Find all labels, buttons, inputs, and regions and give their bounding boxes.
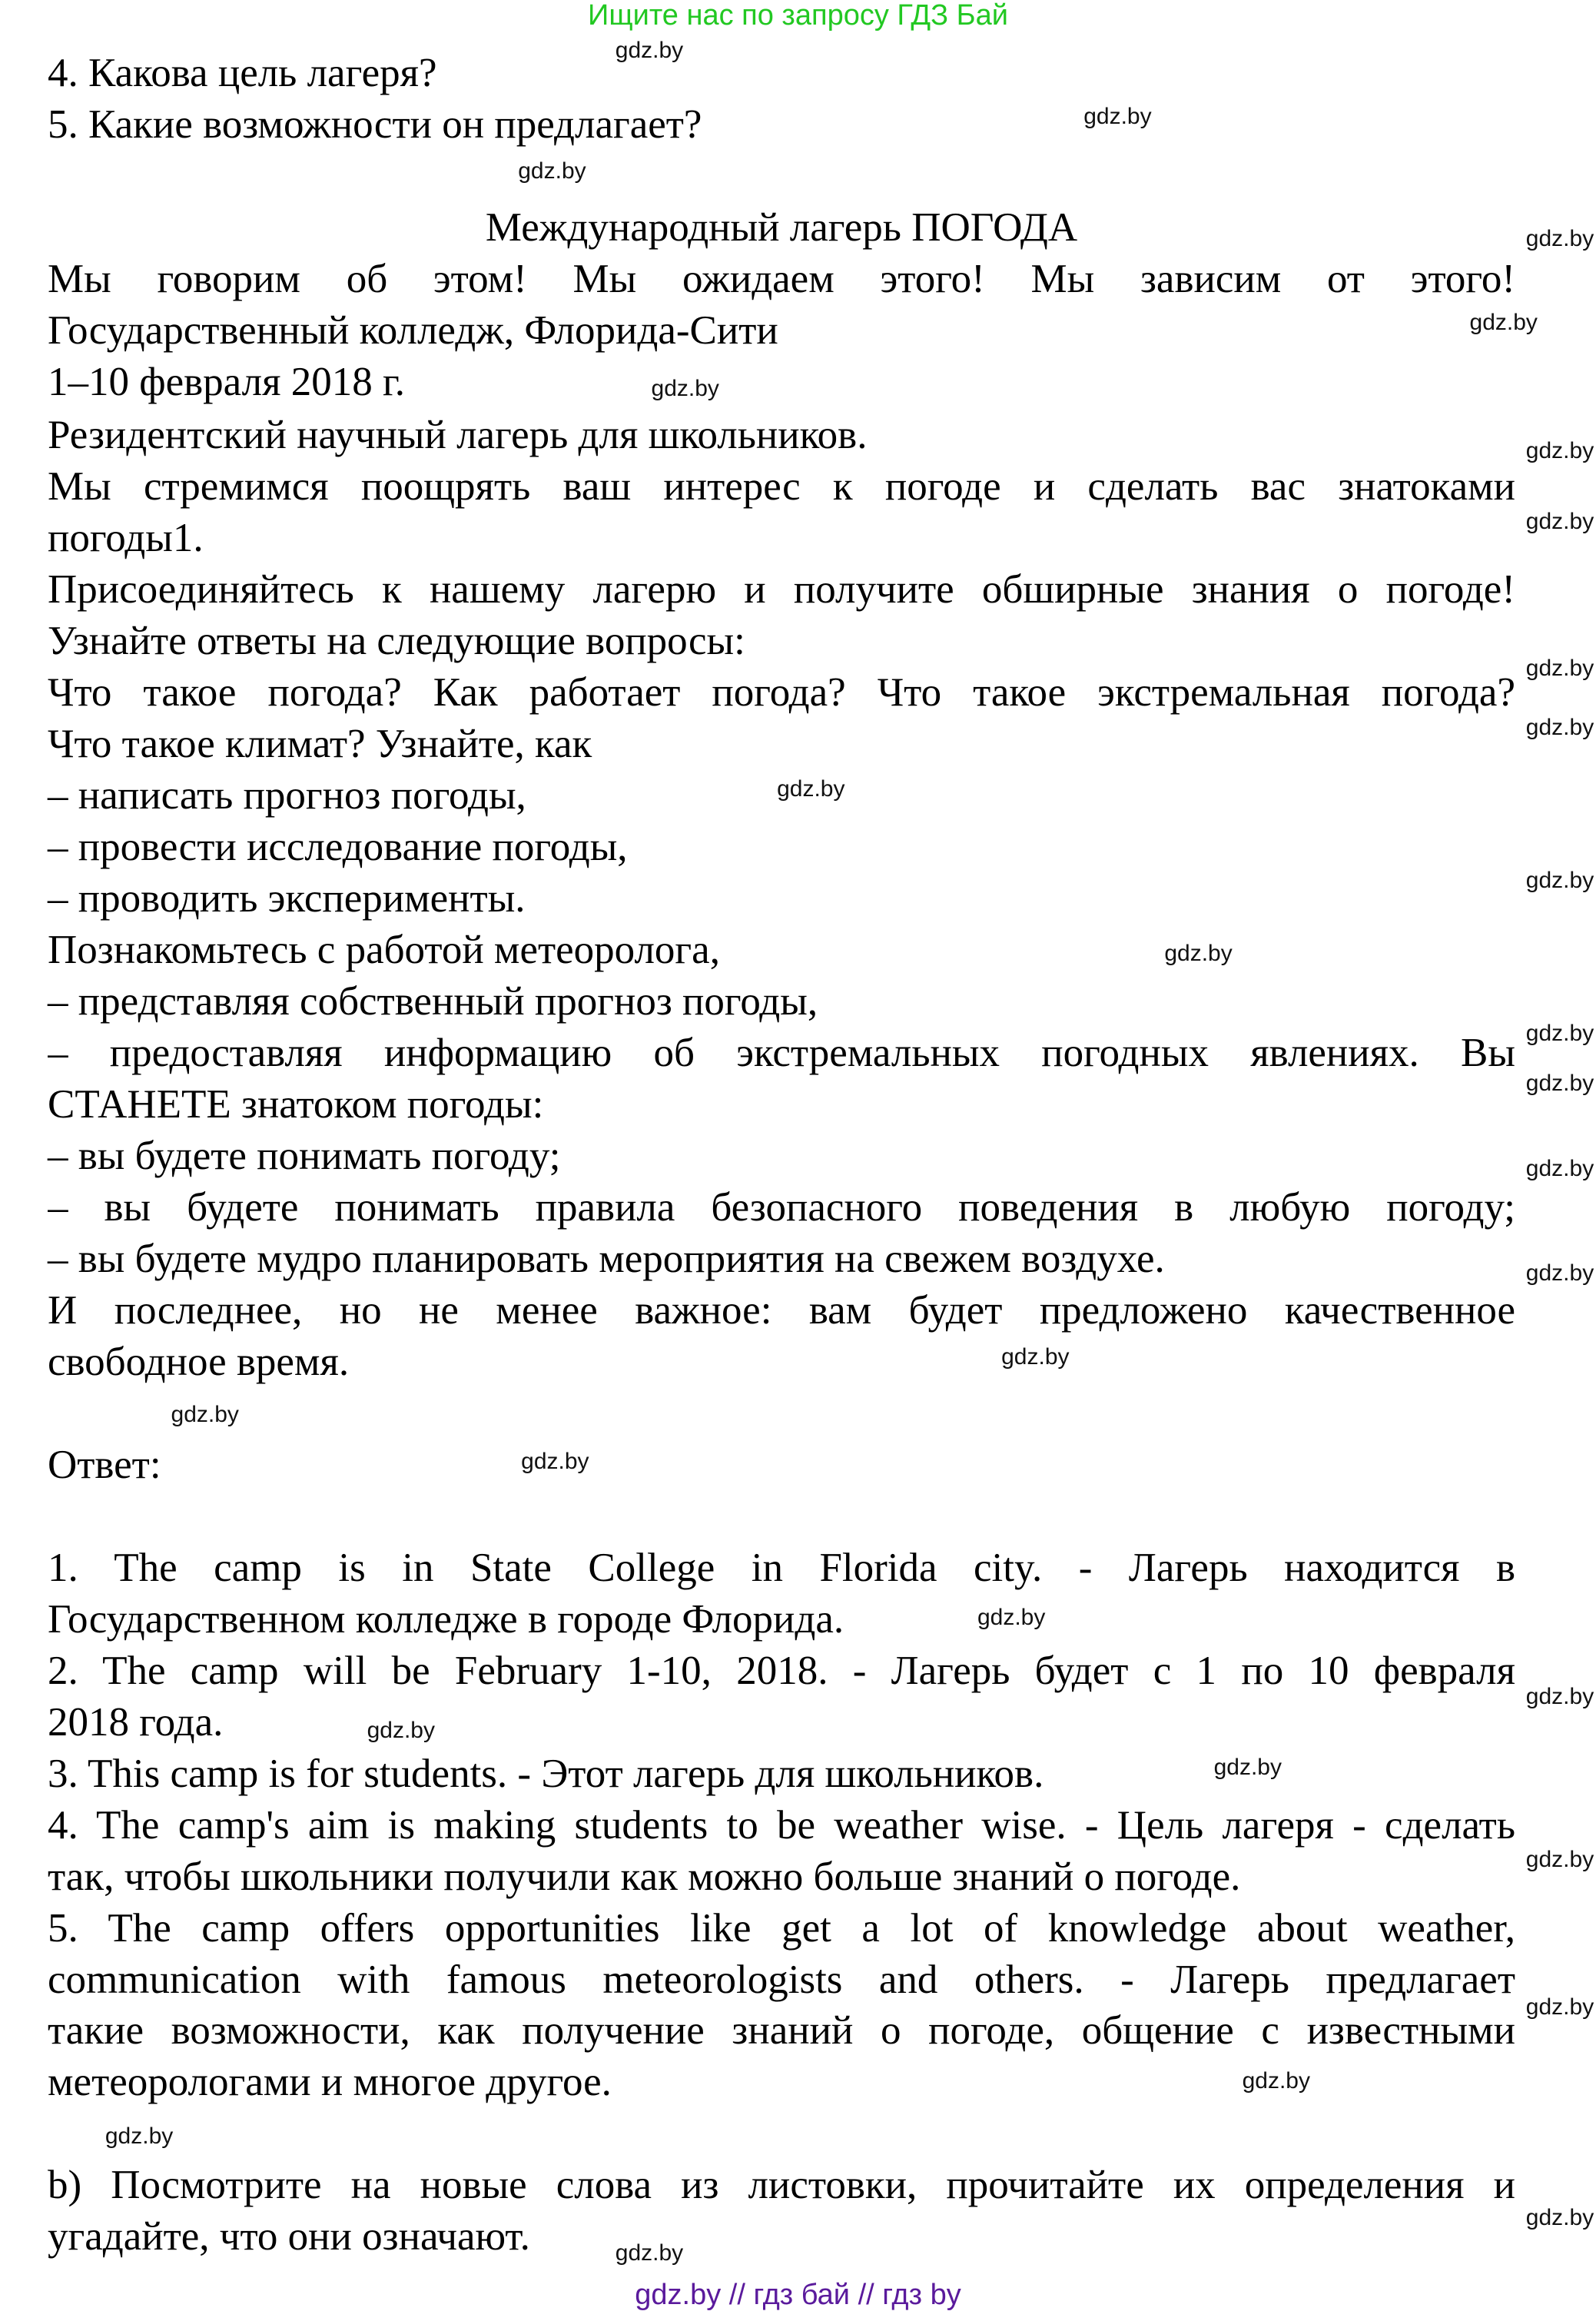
leaflet-line: Мы стремимся поощрять ваш интерес к погоде и сделать вас знатоками	[48, 463, 1515, 509]
answer-line: такие возможности, как получение знаний о погоде, общение с известными	[48, 2008, 1515, 2054]
leaflet-line: – представляя собственный прогноз погоды,	[48, 978, 818, 1024]
watermark: gdz.by	[1525, 2204, 1594, 2230]
search-hint-banner: Ищите нас по запросу ГДЗ Бай	[588, 0, 1008, 32]
watermark: gdz.by	[1469, 310, 1538, 336]
answer-line: 3. This camp is for students. - Этот лагерь для школьников.	[48, 1751, 1044, 1796]
leaflet-line: Что такое погода? Как работает погода? Что такое экстремальная погода?	[48, 669, 1515, 715]
watermark: gdz.by	[615, 2240, 684, 2266]
leaflet-line: Узнайте ответы на следующие вопросы:	[48, 618, 745, 663]
answer-line: метеорологами и многое другое.	[48, 2060, 612, 2105]
question-line: 5. Какие возможности он предлагает?	[48, 101, 702, 147]
watermark: gdz.by	[1083, 104, 1152, 130]
task-line: b) Посмотрите на новые слова из листовки, прочитайте их определения и	[48, 2163, 1515, 2208]
leaflet-line: Резидентский научный лагерь для школьников.	[48, 412, 868, 457]
watermark: gdz.by	[1164, 941, 1233, 967]
watermark: gdz.by	[171, 1401, 239, 1427]
watermark: gdz.by	[1525, 656, 1594, 682]
leaflet-line: Государственный колледж, Флорида-Сити	[48, 307, 778, 353]
watermark: gdz.by	[521, 1448, 589, 1474]
watermark: gdz.by	[1525, 714, 1594, 740]
watermark: gdz.by	[1525, 437, 1594, 463]
leaflet-line: Познакомьтесь с работой метеоролога,	[48, 927, 720, 972]
watermark: gdz.by	[1525, 1684, 1594, 1709]
task-line: угадайте, что они означают.	[48, 2214, 530, 2260]
leaflet-line: – вы будете понимать погоду;	[48, 1133, 561, 1178]
watermark: gdz.by	[518, 158, 586, 184]
watermark: gdz.by	[367, 1718, 435, 1744]
answer-line: 2018 года.	[48, 1699, 224, 1745]
leaflet-line: СТАНЕТЕ знатоком погоды:	[48, 1081, 544, 1127]
leaflet-line: И последнее, но не менее важное: вам будет предложено качественное	[48, 1287, 1515, 1333]
watermark: gdz.by	[105, 2123, 174, 2150]
watermark: gdz.by	[1525, 226, 1594, 252]
leaflet-line: погоды1.	[48, 515, 204, 560]
leaflet-line: – написать прогноз погоды,	[48, 772, 526, 818]
leaflet-line: – вы будете понимать правила безопасного поведения в любую погоду;	[48, 1184, 1515, 1230]
leaflet-line: – вы будете мудро планировать мероприятия на свежем воздухе.	[48, 1236, 1165, 1281]
watermark: gdz.by	[1001, 1343, 1070, 1370]
watermark: gdz.by	[777, 776, 845, 802]
watermark: gdz.by	[651, 376, 719, 402]
question-line: 4. Какова цель лагеря?	[48, 50, 437, 95]
leaflet-line: 1–10 февраля 2018 г.	[48, 359, 405, 404]
answer-line: 4. The camp's aim is making students to be weather wise. - Цель лагеря - сделать	[48, 1802, 1515, 1848]
watermark: gdz.by	[1525, 1070, 1594, 1096]
watermark: gdz.by	[1525, 508, 1594, 534]
watermark: gdz.by	[1525, 867, 1594, 893]
watermark: gdz.by	[1525, 1155, 1594, 1181]
leaflet-title: Международный лагерь ПОГОДА	[485, 204, 1078, 250]
watermark: gdz.by	[1525, 1260, 1594, 1286]
answer-label: Ответ:	[48, 1442, 161, 1487]
answer-line: communication with famous meteorologists and others. - Лагерь предлагает	[48, 1957, 1515, 2002]
watermark: gdz.by	[977, 1604, 1046, 1630]
leaflet-line: Что такое климат? Узнайте, как	[48, 721, 592, 766]
watermark: gdz.by	[1525, 1020, 1594, 1046]
leaflet-line: – проводить эксперименты.	[48, 875, 526, 921]
answer-line: так, чтобы школьники получили как можно больше знаний о погоде.	[48, 1854, 1241, 1899]
answer-line: Государственном колледже в городе Флорида.	[48, 1596, 844, 1642]
answer-line: 5. The camp offers opportunities like get a lot of knowledge about weather,	[48, 1905, 1515, 1951]
answer-line: 1. The camp is in State College in Florida city. - Лагерь находится в	[48, 1545, 1515, 1590]
footer-banner[interactable]: gdz.by // гдз бай // гдз by	[635, 2279, 961, 2311]
watermark: gdz.by	[1242, 2067, 1310, 2094]
leaflet-line: – провести исследование погоды,	[48, 824, 628, 869]
watermark: gdz.by	[615, 38, 684, 64]
leaflet-line: – предоставляя информацию об экстремальных погодных явлениях. Вы	[48, 1030, 1515, 1075]
leaflet-line: Мы говорим об этом! Мы ожидаем этого! Мы зависим от этого!	[48, 256, 1515, 301]
leaflet-line: Присоединяйтесь к нашему лагерю и получите обширные знания о погоде!	[48, 566, 1515, 612]
leaflet-line: свободное время.	[48, 1339, 350, 1384]
watermark: gdz.by	[1525, 1994, 1594, 2020]
answer-line: 2. The camp will be February 1-10, 2018. - Лагерь будет с 1 по 10 февраля	[48, 1648, 1515, 1693]
watermark: gdz.by	[1525, 1847, 1594, 1873]
watermark: gdz.by	[1213, 1754, 1282, 1780]
